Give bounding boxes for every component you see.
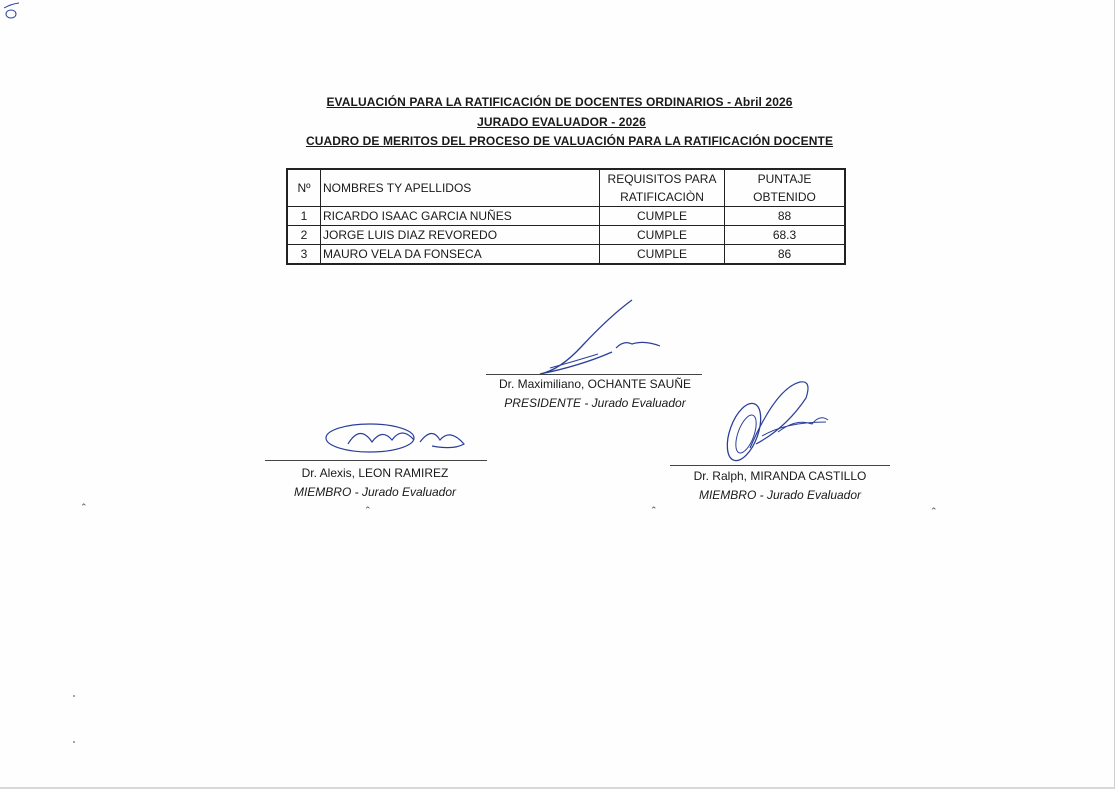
table-row xyxy=(287,245,845,265)
merits-table xyxy=(286,168,846,265)
member-left-role: MIEMBRO - Jurado Evaluador xyxy=(293,485,457,499)
row-requirements: CUMPLE xyxy=(600,226,725,245)
document-title: EVALUACIÓN PARA LA RATIFICACIÓN DE DOCENTES ORDINARIOS - Abril 2026 xyxy=(326,95,793,109)
header-score-line-2: OBTENIDO xyxy=(753,190,816,204)
scan-speck xyxy=(73,695,75,697)
president-signature xyxy=(520,296,670,380)
row-name: MAURO VELA DA FONSECA xyxy=(321,245,600,265)
table-header-row xyxy=(287,169,845,207)
president-signature-line xyxy=(486,374,702,375)
row-score: 68.3 xyxy=(725,226,846,245)
header-requirements-line-2: RATIFICACIÒN xyxy=(620,190,704,204)
member-right-name: Dr. Ralph, MIRANDA CASTILLO xyxy=(693,469,867,483)
president-role: PRESIDENTE - Jurado Evaluador xyxy=(504,396,686,410)
member-left-signature xyxy=(320,416,480,464)
member-left-signature-line xyxy=(265,460,487,461)
header-number: Nº xyxy=(287,169,321,207)
scan-mark: ⌃ xyxy=(650,505,658,515)
scan-mark: ⌃ xyxy=(80,502,88,512)
document-table-caption: CUADRO DE MERITOS DEL PROCESO DE VALUACIÓN PARA LA RATIFICACIÓN DOCENTE xyxy=(305,134,834,148)
header-score xyxy=(725,169,846,207)
row-number: 2 xyxy=(287,226,321,245)
table-row xyxy=(287,226,845,245)
member-right-signature xyxy=(716,378,856,466)
member-right-signature-line xyxy=(670,465,890,466)
member-right-role: MIEMBRO - Jurado Evaluador xyxy=(698,488,862,502)
row-number: 3 xyxy=(287,245,321,265)
row-number: 1 xyxy=(287,207,321,226)
row-name: RICARDO ISAAC GARCIA NUÑES xyxy=(321,207,600,226)
header-score-line-1: PUNTAJE xyxy=(757,172,812,186)
president-name: Dr. Maximiliano, OCHANTE SAUÑE xyxy=(498,377,692,391)
row-name: JORGE LUIS DIAZ REVOREDO xyxy=(321,226,600,245)
scan-mark: ⌃ xyxy=(364,505,372,515)
scan-mark: ⌃ xyxy=(930,506,938,516)
row-requirements: CUMPLE xyxy=(600,245,725,265)
handwritten-corner-mark xyxy=(3,2,21,20)
scan-speck xyxy=(73,741,75,743)
header-name: NOMBRES TY APELLIDOS xyxy=(321,169,600,207)
row-requirements: CUMPLE xyxy=(600,207,725,226)
member-left-name: Dr. Alexis, LEON RAMIREZ xyxy=(301,466,449,480)
row-score: 88 xyxy=(725,207,846,226)
document-subtitle: JURADO EVALUADOR - 2026 xyxy=(477,115,646,129)
table-row xyxy=(287,207,845,226)
header-requirements-line-1: REQUISITOS PARA xyxy=(607,172,717,186)
row-score: 86 xyxy=(725,245,846,265)
header-requirements xyxy=(600,169,725,207)
